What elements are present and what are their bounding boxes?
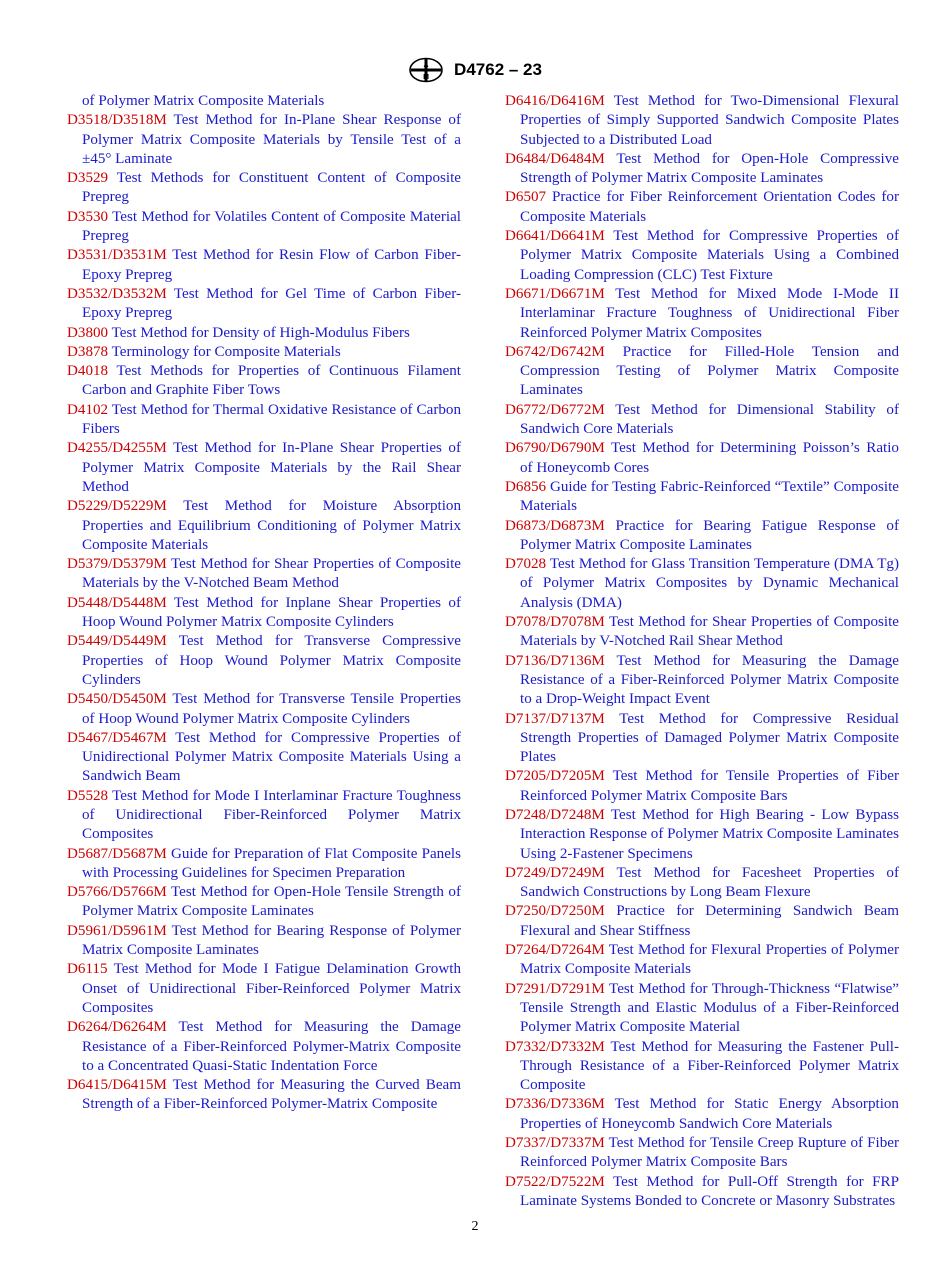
reference-entry — [67, 594, 461, 633]
reference-title-link[interactable]: Practice for Filled-Hole Tension and Compression Testing of Polymer Matrix Composite Laminates — [520, 343, 900, 399]
reference-code-link[interactable]: D6264/D6264M — [67, 1019, 167, 1036]
reference-entry — [67, 401, 461, 440]
reference-title-link[interactable]: Test Method for In-Plane Shear Response of Polymer Matrix Composite Materials by Tensile Test of a ±45° Laminate — [82, 112, 461, 167]
reference-code-link[interactable]: D5450/D5450M — [67, 691, 167, 708]
reference-entry — [67, 729, 461, 787]
reference-code-link[interactable]: D7078/D7078M — [505, 614, 605, 631]
reference-code-link[interactable]: D5448/D5448M — [67, 594, 167, 611]
reference-code-link[interactable]: D5687/D5687M — [67, 845, 167, 862]
document-number: D4762 – 23 — [454, 60, 542, 79]
left-entry-list — [67, 111, 461, 1114]
reference-entry — [505, 401, 899, 440]
reference-entry — [505, 1038, 899, 1096]
reference-code-link[interactable]: D7250/D7250M — [505, 903, 605, 920]
reference-title-link[interactable]: Test Method for Measuring the Damage Resistance of a Fiber-Reinforced Polymer-Matrix Composite to a Concentrated Quasi-Static Indentation Force — [82, 1019, 461, 1074]
reference-entry — [505, 941, 899, 980]
reference-entry — [505, 652, 899, 710]
reference-entry — [67, 690, 461, 729]
reference-code-link[interactable]: D5961/D5961M — [67, 922, 167, 939]
reference-title-link[interactable]: Test Method for Open-Hole Compressive Strength of Polymer Matrix Composite Laminates — [520, 150, 899, 187]
reference-title-link[interactable]: Test Method for Glass Transition Temperature (DMA Tg) of Polymer Matrix Composites by Dynamic Mechanical Analysis (DMA) — [520, 556, 899, 611]
svg-text:M: M — [423, 74, 429, 81]
reference-entry — [67, 439, 461, 497]
reference-title-link[interactable]: Practice for Bearing Fatigue Response of Polymer Matrix Composite Laminates — [520, 517, 899, 553]
reference-entry — [505, 285, 899, 343]
reference-title-link[interactable]: Test Method for Mode I Fatigue Delamination Growth Onset of Unidirectional Fiber-Reinforced Polymer Matrix Composites — [82, 961, 461, 1016]
reference-code-link[interactable]: D7522/D7522M — [505, 1173, 605, 1190]
reference-entry — [67, 632, 461, 690]
reference-entry — [505, 555, 899, 613]
left-column — [67, 92, 461, 1115]
reference-title-link[interactable]: Test Method for High Bearing - Low Bypass Interaction Response of Polymer Matrix Composite Laminates Using 2-Fastener Specimens — [520, 806, 899, 862]
reference-title-link[interactable]: Test Method for Flexural Properties of Polymer Matrix Composite Materials — [520, 942, 899, 978]
page-header — [0, 57, 950, 85]
reference-entry — [505, 902, 899, 941]
reference-code-link[interactable]: D7332/D7332M — [505, 1038, 605, 1055]
reference-code-link[interactable]: D3878 — [67, 343, 109, 360]
reference-code-link[interactable]: D4102 — [67, 401, 109, 418]
reference-entry — [505, 343, 899, 401]
reference-entry — [67, 960, 461, 1018]
reference-title-link[interactable]: Test Method for Shear Properties of Composite Materials by the V-Notched Beam Method — [82, 556, 461, 592]
reference-code-link[interactable]: D6790/D6790M — [505, 440, 605, 457]
reference-code-link[interactable]: D5449/D5449M — [67, 633, 167, 650]
reference-title-link[interactable]: Test Method for Through-Thickness “Flatwise” Tensile Strength and Elastic Modulus of a Fiber-Reinforced Polymer Matrix Composite Material — [520, 980, 899, 1036]
reference-entry — [67, 208, 461, 247]
reference-code-link[interactable]: D7264/D7264M — [505, 942, 605, 959]
reference-code-link[interactable]: D6416/D6416M — [505, 93, 605, 109]
reference-code-link[interactable]: D5467/D5467M — [67, 729, 167, 746]
reference-entry — [505, 710, 899, 768]
reference-code-link[interactable]: D7028 — [505, 556, 547, 573]
reference-entry — [67, 883, 461, 922]
reference-entry — [505, 806, 899, 864]
reference-title-link[interactable]: Test Method for Bearing Response of Polymer Matrix Composite Laminates — [82, 922, 461, 959]
reference-entry — [505, 150, 899, 189]
reference-entry — [505, 439, 899, 478]
continuation-text: of Polymer Matrix Composite Materials — [82, 93, 325, 109]
reference-entry — [505, 517, 899, 556]
reference-code-link[interactable]: D6415/D6415M — [67, 1077, 167, 1094]
reference-entry — [67, 169, 461, 208]
reference-entry — [505, 227, 899, 285]
reference-code-link[interactable]: D6484/D6484M — [505, 150, 605, 167]
reference-code-link[interactable]: D4255/D4255M — [67, 440, 167, 457]
reference-title-link[interactable]: Test Method for Measuring the Damage Resistance of a Fiber-Reinforced Polymer Matrix Composite to a Drop-Weight Impact Event — [520, 652, 899, 708]
reference-code-link[interactable]: D7337/D7337M — [505, 1135, 605, 1152]
reference-entry — [505, 1134, 899, 1173]
reference-entry — [67, 845, 461, 884]
reference-code-link[interactable]: D6856 — [505, 478, 547, 495]
reference-entry — [505, 613, 899, 652]
reference-title-link[interactable]: Test Method for Resin Flow of Carbon Fiber-Epoxy Prepreg — [82, 247, 461, 283]
page-number: 2 — [471, 1219, 479, 1234]
right-column — [505, 92, 899, 1211]
reference-title-link[interactable]: Test Method for Transverse Tensile Properties of Hoop Wound Polymer Matrix Composite Cylinders — [82, 691, 461, 727]
reference-title-link[interactable]: Test Method for Moisture Absorption Properties and Equilibrium Conditioning of Polymer Matrix Composite Materials — [82, 498, 461, 553]
reference-title-link[interactable]: Test Method for Inplane Shear Properties of Hoop Wound Polymer Matrix Composite Cylinders — [82, 594, 461, 631]
reference-entry — [67, 246, 461, 285]
reference-code-link[interactable]: D7248/D7248M — [505, 806, 605, 823]
reference-title-link[interactable]: Test Method for Mode I Interlaminar Fracture Toughness of Unidirectional Fiber-Reinforced Polymer Matrix Composites — [82, 787, 461, 843]
reference-entry — [505, 980, 899, 1038]
reference-title-link[interactable]: Test Methods for Constituent Content of Composite Prepreg — [82, 170, 461, 206]
reference-entry — [505, 864, 899, 903]
astm-logo-icon — [408, 57, 444, 83]
reference-code-link[interactable]: D7291/D7291M — [505, 980, 605, 997]
reference-code-link[interactable]: D3531/D3531M — [67, 247, 167, 264]
reference-title-link[interactable]: Practice for Fiber Reinforcement Orientation Codes for Composite Materials — [520, 189, 899, 225]
reference-entry — [67, 343, 461, 362]
reference-title-link[interactable]: Test Method for Open-Hole Tensile Strength of Polymer Matrix Composite Laminates — [82, 884, 461, 920]
reference-code-link[interactable]: D3800 — [67, 324, 109, 341]
reference-code-link[interactable]: D6641/D6641M — [505, 228, 605, 245]
reference-entry — [67, 1018, 461, 1076]
reference-title-link[interactable]: Guide for Testing Fabric-Reinforced “Textile” Composite Materials — [520, 478, 899, 515]
reference-title-link[interactable]: Test Method for Gel Time of Carbon Fiber-Epoxy Prepreg — [82, 285, 461, 322]
reference-title-link[interactable]: Test Method for Determining Poisson’s Ratio of Honeycomb Cores — [520, 440, 899, 476]
reference-title-link[interactable]: Terminology for Composite Materials — [111, 343, 341, 360]
reference-entry — [67, 787, 461, 845]
reference-code-link[interactable]: D7336/D7336M — [505, 1096, 605, 1113]
reference-code-link[interactable]: D5766/D5766M — [67, 884, 167, 901]
reference-entry — [67, 362, 461, 401]
reference-title-link[interactable]: Test Method for Density of High-Modulus Fibers — [111, 324, 410, 341]
reference-title-link[interactable]: Test Method for Static Energy Absorption Properties of Honeycomb Sandwich Core Materials — [520, 1096, 899, 1132]
reference-title-link[interactable]: Test Method for Volatiles Content of Composite Material Prepreg — [82, 208, 461, 245]
reference-code-link[interactable]: D4018 — [67, 363, 109, 380]
reference-entry — [67, 324, 461, 343]
reference-code-link[interactable]: D3532/D3532M — [67, 285, 167, 302]
reference-title-link[interactable]: Test Method for Facesheet Properties of Sandwich Constructions by Long Beam Flexure — [520, 864, 899, 901]
reference-code-link[interactable]: D7249/D7249M — [505, 864, 605, 881]
reference-code-link[interactable]: D5528 — [67, 787, 109, 804]
reference-title-link[interactable]: Test Method for Compressive Properties of Polymer Matrix Composite Materials Using a Combined Loading Compression (CLC) Test Fixture — [520, 228, 899, 283]
reference-code-link[interactable]: D6873/D6873M — [505, 517, 605, 534]
reference-code-link[interactable]: D6507 — [505, 189, 547, 206]
reference-title-link[interactable]: Test Method for In-Plane Shear Properties of Polymer Matrix Composite Materials by the Rail Shear Method — [82, 440, 461, 495]
reference-title-link[interactable]: Test Method for Compressive Residual Strength Properties of Damaged Polymer Matrix Composite Plates — [520, 710, 899, 766]
svg-text:A: A — [423, 62, 429, 69]
reference-title-link[interactable]: Test Methods for Properties of Continuous Filament Carbon and Graphite Fiber Tows — [82, 363, 461, 399]
reference-entry — [505, 1173, 899, 1212]
reference-entry — [67, 111, 461, 169]
reference-title-link[interactable]: Test Method for Tensile Creep Rupture of Fiber Reinforced Polymer Matrix Composite Bars — [520, 1135, 899, 1171]
reference-entry — [505, 92, 899, 150]
reference-code-link[interactable]: D6671/D6671M — [505, 285, 605, 302]
reference-title-link[interactable]: Test Method for Two-Dimensional Flexural Properties of Simply Supported Sandwich Composite Plates Subjected to a Distributed Load — [520, 93, 899, 148]
reference-code-link[interactable]: D5379/D5379M — [67, 556, 167, 573]
reference-code-link[interactable]: D3530 — [67, 208, 109, 225]
reference-code-link[interactable]: D7205/D7205M — [505, 768, 605, 785]
reference-title-link[interactable]: Test Method for Mixed Mode I-Mode II Interlaminar Fracture Toughness of Unidirectional Fiber Reinforced Polymer Matrix Composites — [520, 285, 899, 341]
reference-entry — [67, 285, 461, 324]
reference-entry — [67, 922, 461, 961]
reference-code-link[interactable]: D3518/D3518M — [67, 112, 167, 129]
reference-title-link[interactable]: Guide for Preparation of Flat Composite Panels with Processing Guidelines for Specimen Preparation — [82, 845, 461, 881]
reference-entry — [505, 478, 899, 517]
reference-title-link[interactable]: Test Method for Transverse Compressive Properties of Hoop Wound Polymer Matrix Composite Cylinders — [82, 633, 461, 688]
reference-entry — [67, 555, 461, 594]
reference-code-link[interactable]: D6772/D6772M — [505, 401, 605, 418]
reference-code-link[interactable]: D7136/D7136M — [505, 652, 605, 669]
right-entry-list — [505, 92, 899, 1211]
reference-title-link[interactable]: Test Method for Measuring the Curved Beam Strength of a Fiber-Reinforced Polymer-Matrix Composite — [82, 1077, 461, 1113]
reference-title-link[interactable]: Test Method for Pull-Off Strength for FRP Laminate Systems Bonded to Concrete or Masonry Substrates — [520, 1173, 899, 1209]
reference-entry — [505, 767, 899, 806]
reference-code-link[interactable]: D6115 — [67, 961, 108, 978]
reference-title-link[interactable]: Test Method for Compressive Properties of Unidirectional Polymer Matrix Composite Materials Using a Sandwich Beam — [82, 729, 461, 785]
reference-code-link[interactable]: D3529 — [67, 170, 109, 187]
reference-title-link[interactable]: Test Method for Measuring the Fastener Pull-Through Resistance of a Fiber-Reinforced Polymer Matrix Composite — [520, 1038, 899, 1094]
reference-title-link[interactable]: Test Method for Shear Properties of Composite Materials by V-Notched Rail Shear Method — [520, 614, 899, 650]
reference-entry — [505, 1095, 899, 1134]
reference-code-link[interactable]: D6742/D6742M — [505, 343, 605, 360]
reference-title-link[interactable]: Test Method for Tensile Properties of Fiber Reinforced Polymer Matrix Composite Bars — [520, 768, 899, 804]
reference-entry — [67, 1076, 461, 1115]
reference-entry — [67, 497, 461, 555]
reference-title-link[interactable]: Test Method for Thermal Oxidative Resistance of Carbon Fibers — [82, 401, 461, 438]
reference-code-link[interactable]: D5229/D5229M — [67, 498, 167, 515]
reference-entry — [505, 188, 899, 227]
reference-code-link[interactable]: D7137/D7137M — [505, 710, 605, 727]
reference-title-link[interactable]: Practice for Determining Sandwich Beam Flexural and Shear Stiffness — [520, 903, 899, 939]
reference-title-link[interactable]: Test Method for Dimensional Stability of Sandwich Core Materials — [520, 401, 899, 438]
